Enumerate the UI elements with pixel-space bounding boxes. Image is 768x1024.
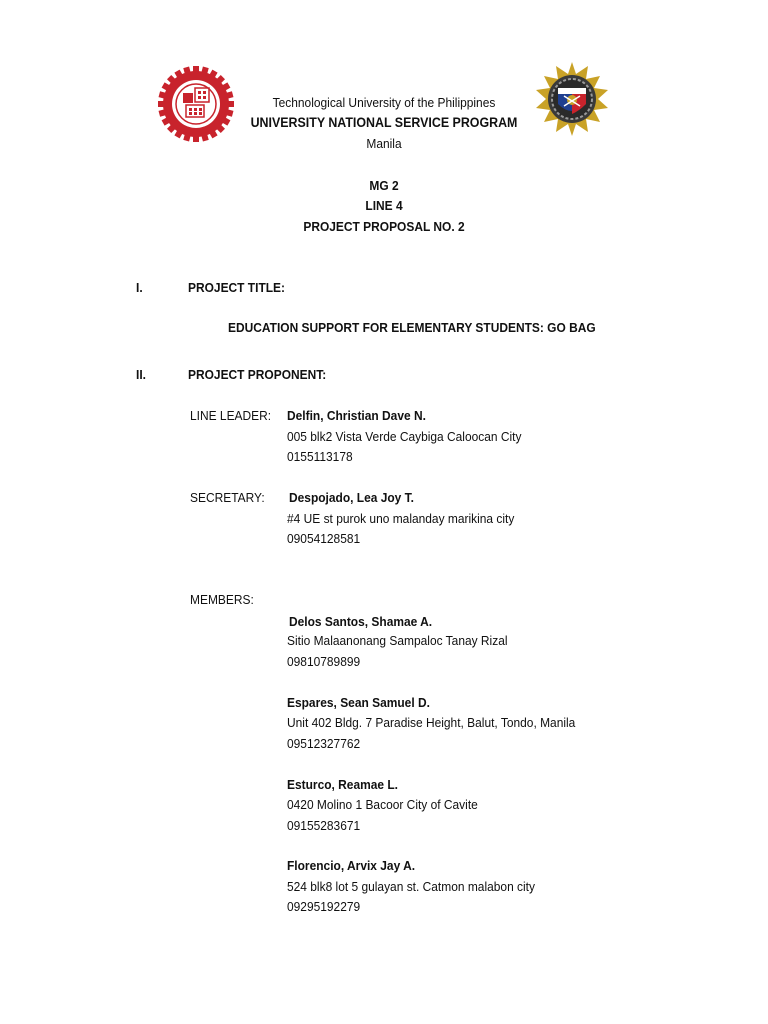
city-name: Manila xyxy=(366,136,402,151)
member-name: Espares, Sean Samuel D. xyxy=(287,695,430,710)
group-label: MG 2 xyxy=(369,178,399,193)
secretary-label: SECRETARY: xyxy=(190,490,265,505)
line-leader-address: 005 blk2 Vista Verde Caybiga Caloocan City xyxy=(287,429,522,444)
program-name: UNIVERSITY NATIONAL SERVICE PROGRAM xyxy=(250,115,518,130)
members-label: MEMBERS: xyxy=(190,592,254,607)
member-address: 0420 Molino 1 Bacoor City of Cavite xyxy=(287,797,478,812)
line-leader-label: LINE LEADER: xyxy=(190,408,272,423)
member-name: Florencio, Arvix Jay A. xyxy=(287,858,416,873)
member-name: Esturco, Reamae L. xyxy=(287,777,399,792)
member-name: Delos Santos, Shamae A. xyxy=(289,614,433,629)
university-name: Technological University of the Philippines xyxy=(272,95,496,110)
member-phone: 09512327762 xyxy=(287,736,361,751)
member-address: Sitio Malaanonang Sampaloc Tanay Rizal xyxy=(287,633,508,648)
secretary-phone: 09054128581 xyxy=(287,531,361,546)
proposal-number: PROJECT PROPOSAL NO. 2 xyxy=(303,219,465,234)
member-address: Unit 402 Bldg. 7 Paradise Height, Balut, Tondo, Manila xyxy=(287,715,576,730)
line-leader-phone: 0155113178 xyxy=(287,449,353,464)
section-1-numeral: I. xyxy=(136,280,143,295)
member-phone: 09295192279 xyxy=(287,899,361,914)
member-phone: 09155283671 xyxy=(287,818,361,833)
line-leader-name: Delfin, Christian Dave N. xyxy=(287,408,426,423)
section-1-heading: PROJECT TITLE: xyxy=(188,280,286,295)
line-label: LINE 4 xyxy=(365,198,403,213)
section-2-heading: PROJECT PROPONENT: xyxy=(188,367,327,382)
member-phone: 09810789899 xyxy=(287,654,361,669)
member-address: 524 blk8 lot 5 gulayan st. Catmon malabon city xyxy=(287,879,535,894)
secretary-name: Despojado, Lea Joy T. xyxy=(289,490,414,505)
section-2-numeral: II. xyxy=(136,367,146,382)
project-title: EDUCATION SUPPORT FOR ELEMENTARY STUDENTS: GO BAG xyxy=(228,320,596,335)
secretary-address: #4 UE st purok uno malanday marikina city xyxy=(287,511,515,526)
